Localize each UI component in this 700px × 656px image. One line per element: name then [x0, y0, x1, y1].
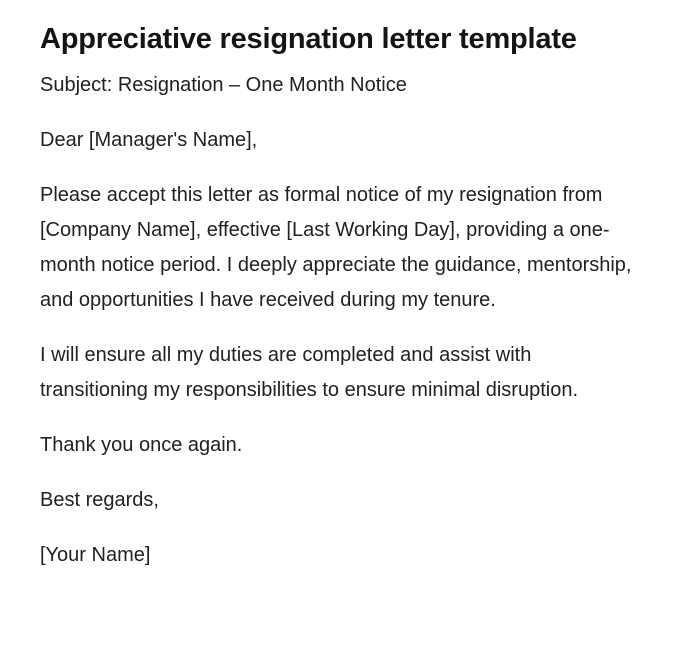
sign-off: Best regards,: [40, 488, 159, 511]
closing-thanks: Thank you once again.: [40, 433, 243, 456]
body-paragraph-2: I will ensure all my duties are completed and assist with transitioning my responsibilities to ensure minimal disruption.: [40, 343, 579, 401]
body-paragraph-1: Please accept this letter as formal notice of my resignation from [Company Name], effective [Last Working Day], providing a one-month notice period. I deeply appreciate the guidance, mentorship, and opportunities I have received during my tenure.: [40, 183, 632, 311]
signature-placeholder: [Your Name]: [40, 543, 151, 566]
page-title: Appreciative resignation letter template: [40, 23, 577, 55]
salutation: Dear [Manager's Name],: [40, 128, 258, 151]
subject-line: Subject: Resignation – One Month Notice: [40, 73, 407, 96]
